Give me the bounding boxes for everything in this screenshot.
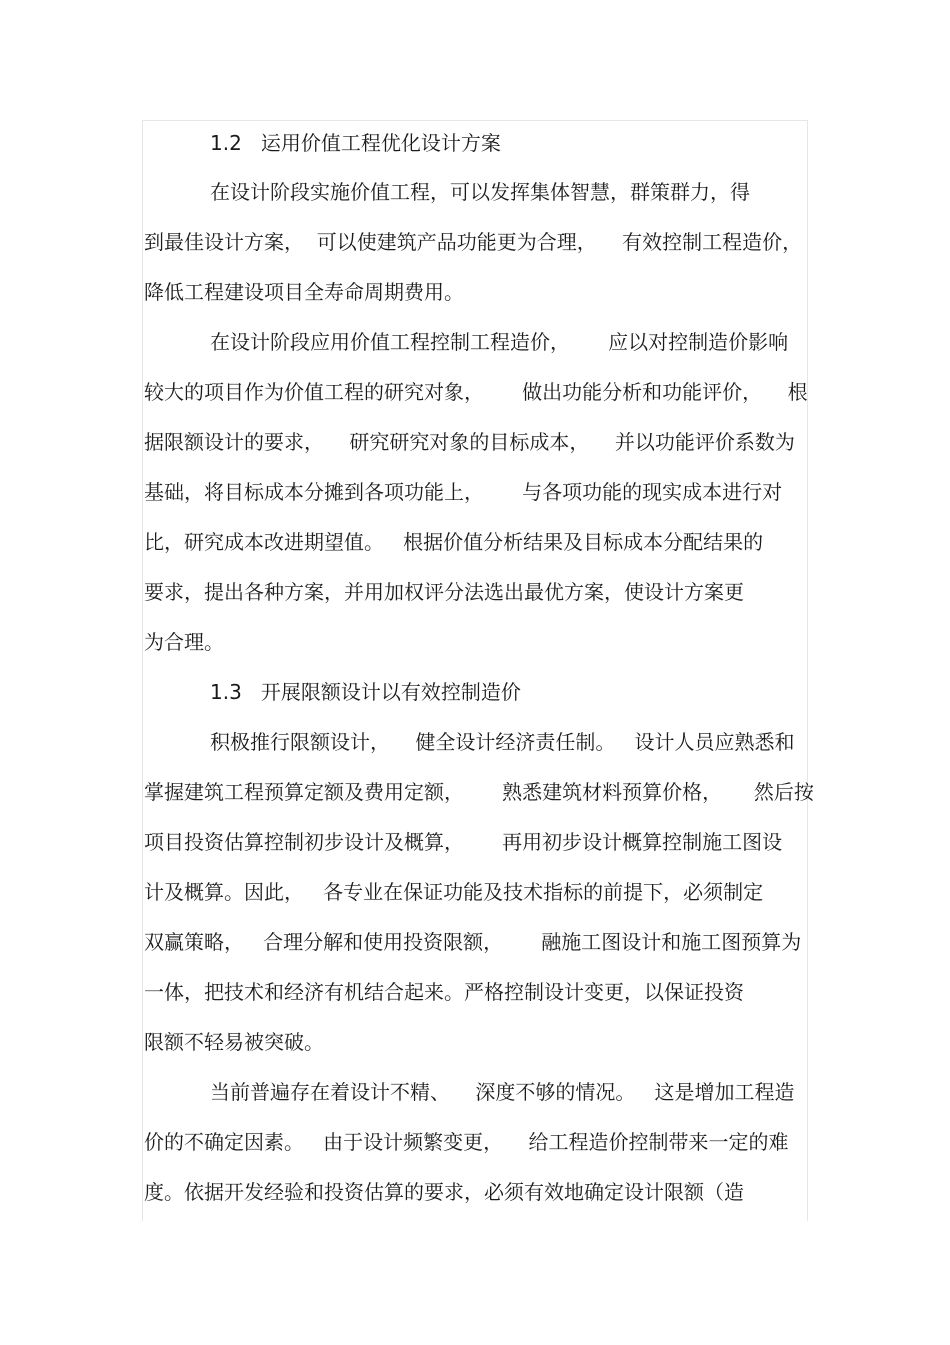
- paragraph-line: 当前普遍存在着设计不精、 深度不够的情况。 这是增加工程造: [210, 1080, 795, 1104]
- paragraph-line: 度。依据开发经验和投资估算的要求，必须有效地确定设计限额（造: [144, 1180, 744, 1204]
- paragraph-line: 比，研究成本改进期望值。 根据价值分析结果及目标成本分配结果的: [144, 530, 764, 554]
- paragraph-line: 限额不轻易被突破。: [144, 1030, 324, 1054]
- paragraph-line: 据限额设计的要求， 研究研究对象的目标成本， 并以功能评价系数为: [144, 430, 795, 454]
- paragraph-line: 项目投资估算控制初步设计及概算， 再用初步设计概算控制施工图设: [144, 830, 783, 854]
- paragraph-line: 降低工程建设项目全寿命周期费用。: [144, 280, 464, 304]
- paragraph-line: 为合理。: [144, 630, 224, 654]
- paragraph-line: 计及概算。因此， 各专业在保证功能及技术指标的前提下，必须制定: [144, 880, 764, 904]
- paragraph-line: 价的不确定因素。 由于设计频繁变更， 给工程造价控制带来一定的难: [144, 1130, 789, 1154]
- section-heading-1-3: 1.3 开展限额设计以有效控制造价: [210, 680, 521, 704]
- paragraph-line: 到最佳设计方案， 可以使建筑产品功能更为合理， 有效控制工程造价，: [144, 230, 803, 254]
- paragraph-line: 基础，将目标成本分摊到各项功能上， 与各项功能的现实成本进行对: [144, 480, 783, 504]
- paragraph-line: 一体，把技术和经济有机结合起来。严格控制设计变更，以保证投资: [144, 980, 744, 1004]
- section-heading-1-2: 1.2 运用价值工程优化设计方案: [210, 131, 501, 155]
- paragraph-line: 掌握建筑工程预算定额及费用定额， 熟悉建筑材料预算价格， 然后按: [144, 780, 814, 804]
- paragraph-line: 在设计阶段应用价值工程控制工程造价， 应以对控制造价影响: [210, 330, 789, 354]
- paragraph-line: 较大的项目作为价值工程的研究对象， 做出功能分析和功能评价， 根: [144, 380, 808, 404]
- paragraph-line: 在设计阶段实施价值工程，可以发挥集体智慧，群策群力，得: [210, 180, 750, 204]
- paragraph-line: 要求，提出各种方案，并用加权评分法选出最优方案，使设计方案更: [144, 580, 744, 604]
- paragraph-line: 积极推行限额设计， 健全设计经济责任制。 设计人员应熟悉和: [210, 730, 795, 754]
- paragraph-line: 双赢策略， 合理分解和使用投资限额， 融施工图设计和施工图预算为: [144, 930, 802, 954]
